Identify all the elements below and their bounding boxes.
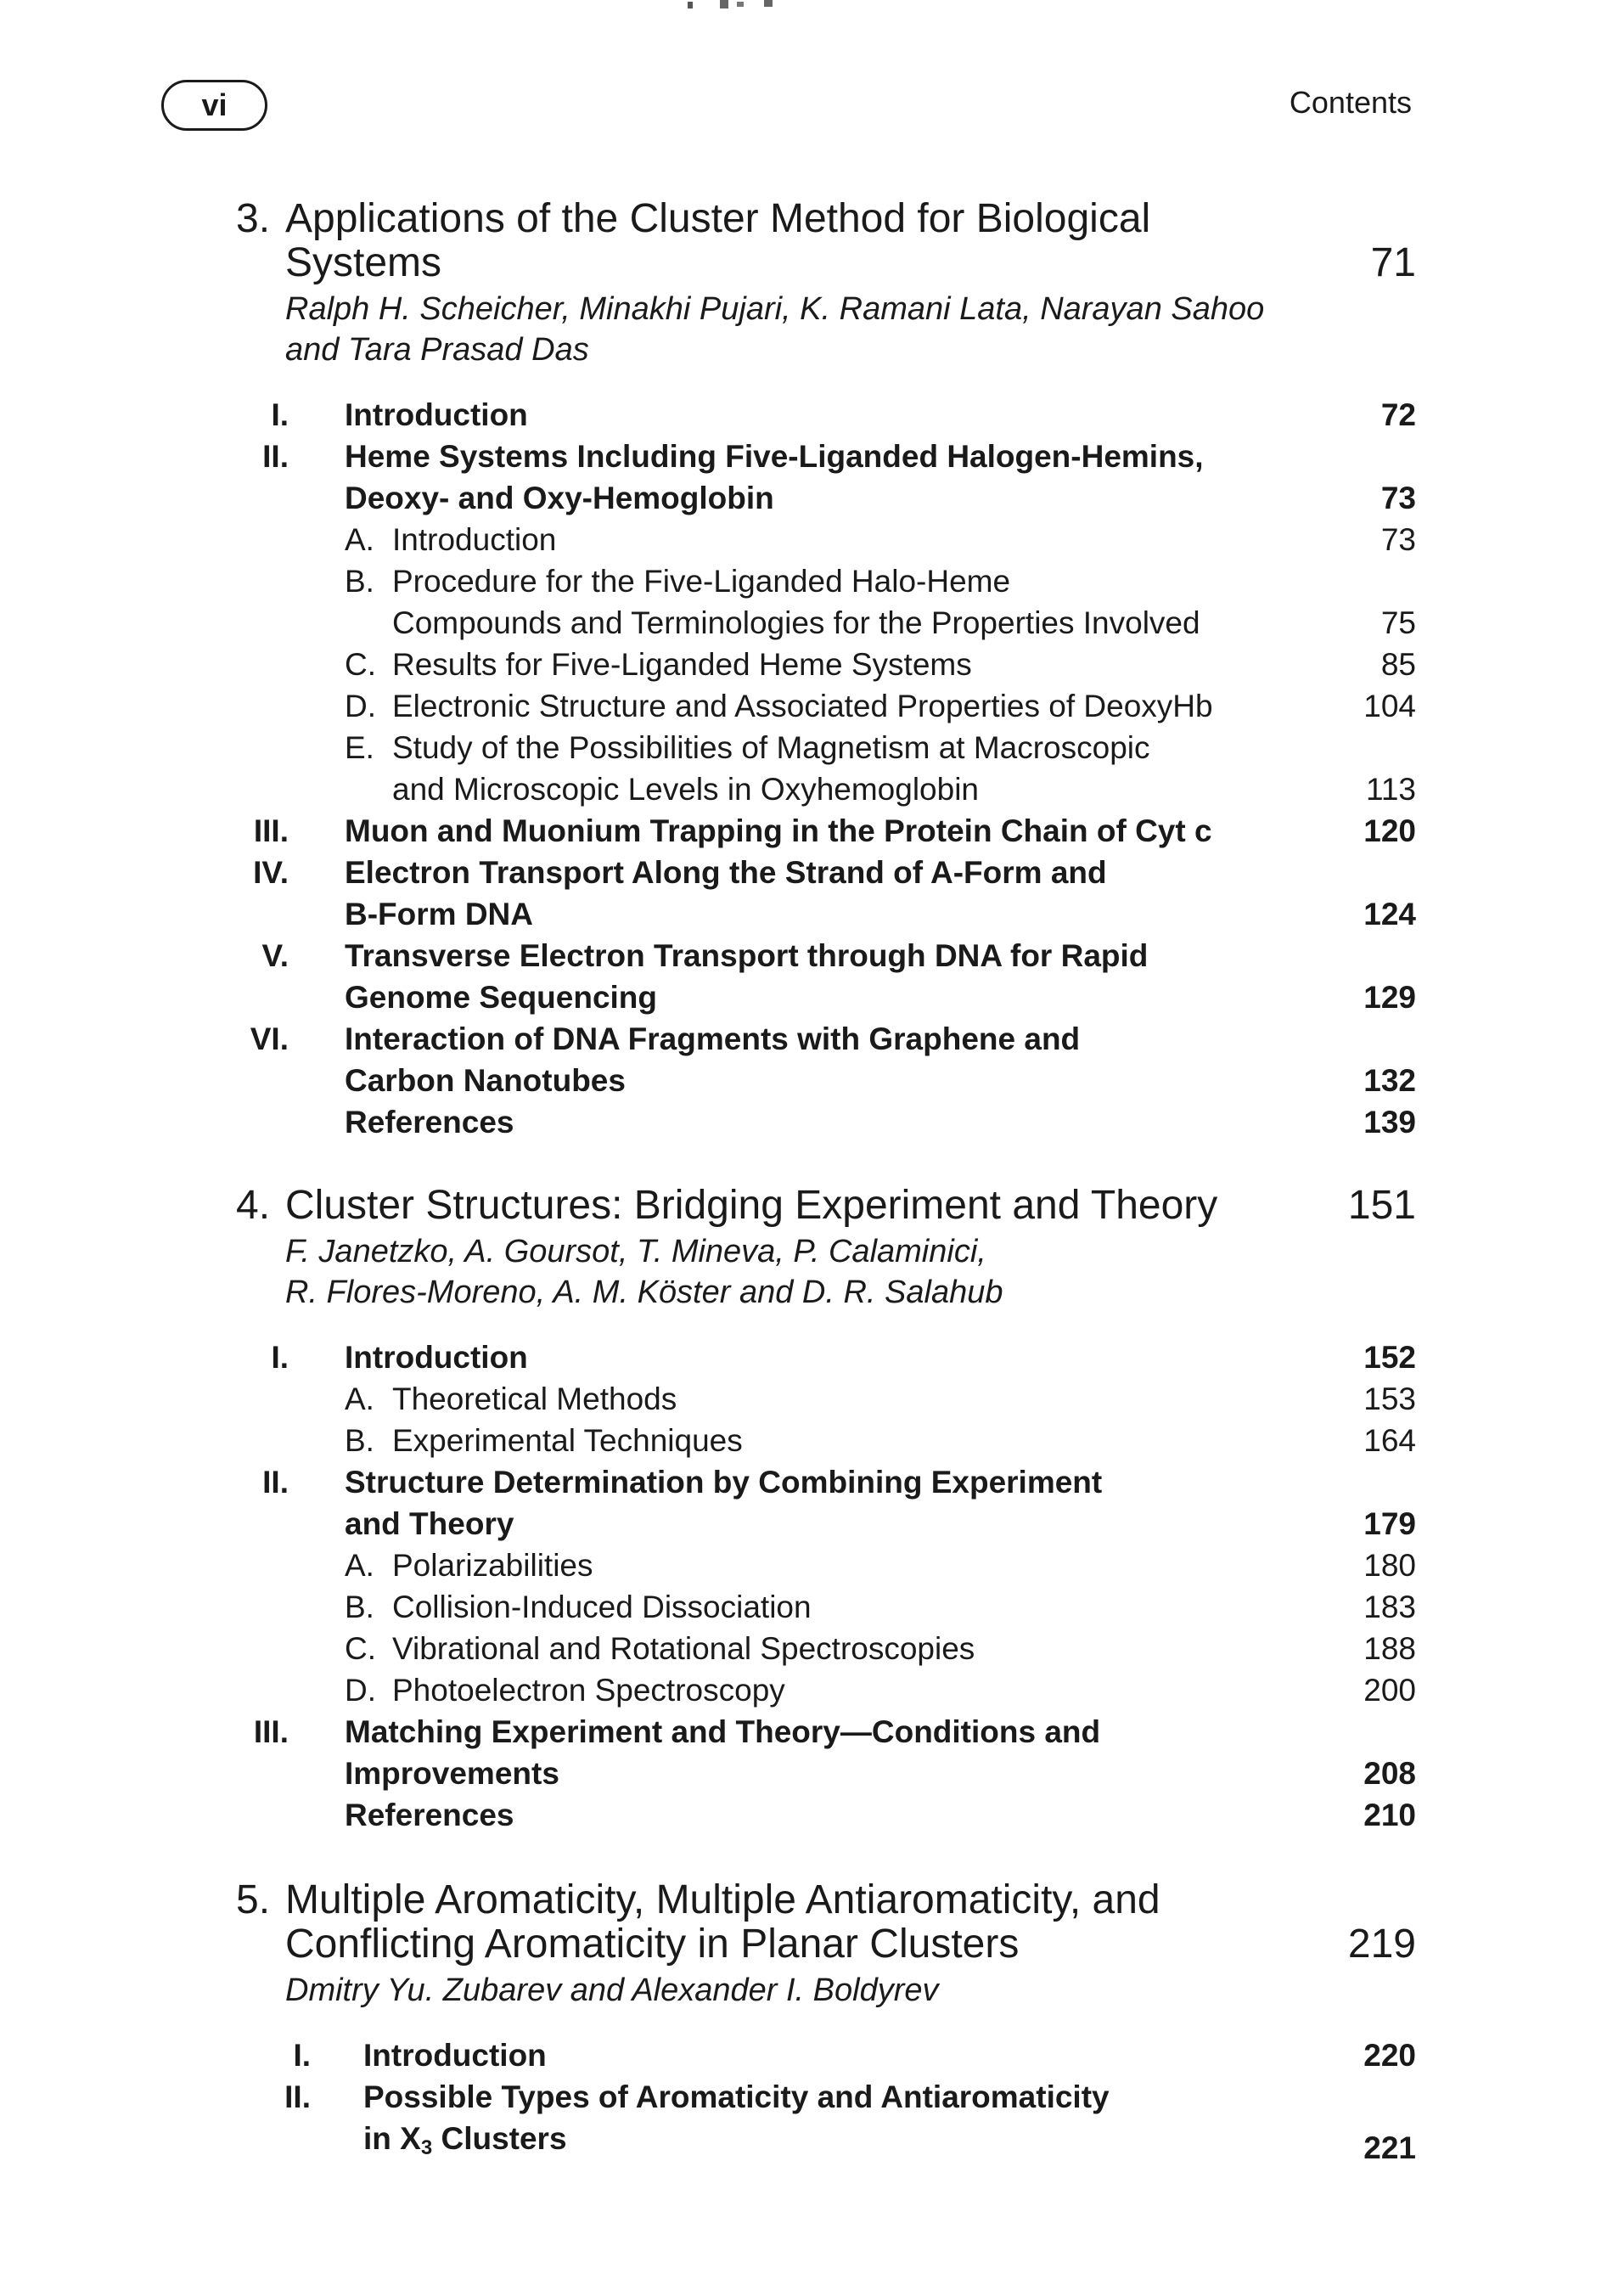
entry-page: 180 (1363, 1548, 1416, 1583)
entry-number: I. (293, 2038, 311, 2073)
entry-number: VI. (250, 1021, 289, 1056)
toc-entry (236, 2034, 1416, 2076)
chapter-title-text: Applications of the Cluster Method for Biological Systems (285, 196, 1151, 285)
entry-title: Photoelectron Spectroscopy (392, 1673, 785, 1708)
entry-page: 153 (1363, 1382, 1416, 1416)
toc-entries (236, 2034, 1416, 2169)
entry-number: II. (262, 439, 289, 474)
entry-page: 72 (1380, 397, 1416, 432)
entry-page: 75 (1380, 605, 1416, 640)
entry-page: 208 (1363, 1756, 1416, 1791)
entry-number: III. (253, 813, 289, 848)
toc-entry (236, 935, 1416, 1018)
entry-page: 73 (1380, 522, 1416, 557)
chapter-title (236, 1184, 1416, 1228)
toc-entry (236, 436, 1416, 519)
toc-entry (236, 1545, 1416, 1586)
entry-title: Possible Types of Aromaticity and Antiaromaticity in $X_3$ Clusters (363, 2079, 1110, 2159)
entry-number: B. (345, 564, 374, 599)
entry-number: II. (262, 1465, 289, 1500)
entry-title: Experimental Techniques (392, 1423, 743, 1458)
chapter-5 (236, 1878, 1416, 2169)
entry-title: References (345, 1798, 514, 1832)
toc-entry (236, 1378, 1416, 1420)
entry-title: Transverse Electron Transport through DNA for Rapid Genome Sequencing (345, 938, 1149, 1015)
entry-number: B. (345, 1590, 374, 1624)
entry-title: Muon and Muonium Trapping in the Protein Chain of Cyt c (345, 813, 1212, 848)
entry-number: C. (345, 1631, 376, 1666)
toc-entries (236, 1337, 1416, 1836)
entry-title: References (345, 1105, 514, 1140)
toc-entry (236, 1794, 1416, 1836)
top-edge-artifact (686, 0, 788, 14)
entry-page: 120 (1363, 813, 1416, 848)
entry-page: 200 (1363, 1673, 1416, 1708)
entry-title: Electronic Structure and Associated Properties of DeoxyHb (392, 689, 1213, 723)
chapter-title (236, 1878, 1416, 1967)
chapter-number: 4. (236, 1183, 271, 1228)
chapter-page: 219 (1347, 1922, 1416, 1967)
chapter-page: 151 (1347, 1183, 1416, 1228)
toc-entry (236, 1337, 1416, 1378)
entry-title: Introduction (363, 2038, 547, 2073)
entry-number: I. (271, 1340, 289, 1375)
chapter-title (236, 197, 1416, 285)
toc-entry (236, 644, 1416, 685)
toc-entry (236, 519, 1416, 560)
entry-title: Collision-Induced Dissociation (392, 1590, 812, 1624)
entry-title: Theoretical Methods (392, 1382, 677, 1416)
chapter-4 (236, 1184, 1416, 1836)
toc-entry (236, 810, 1416, 852)
entry-title: Interaction of DNA Fragments with Graphene and Carbon Nanotubes (345, 1021, 1081, 1098)
entry-page: 188 (1363, 1631, 1416, 1666)
entry-number: A. (345, 1382, 374, 1416)
entry-page: 164 (1363, 1423, 1416, 1458)
page-number: vi (201, 87, 228, 122)
entry-number: E. (345, 730, 374, 765)
entry-number: III. (253, 1714, 289, 1749)
entry-page: 183 (1363, 1590, 1416, 1624)
entry-page: 221 (1363, 2130, 1416, 2165)
entry-page: 129 (1363, 980, 1416, 1015)
entry-title: Matching Experiment and Theory—Conditions and Improvements (345, 1714, 1101, 1791)
toc-entry (236, 852, 1416, 935)
toc-entry (236, 1669, 1416, 1711)
chapter-title-text: Cluster Structures: Bridging Experiment and Theory (285, 1183, 1218, 1228)
entry-number: II. (284, 2079, 311, 2114)
entry-title: Procedure for the Five-Liganded Halo-Heme Compounds and Terminologies for the Properties Involved (392, 564, 1200, 640)
entry-number: I. (271, 397, 289, 432)
entry-title: Introduction (345, 1340, 528, 1375)
toc-entry (236, 1101, 1416, 1143)
entry-page: 85 (1380, 647, 1416, 682)
entry-number: V. (261, 938, 289, 973)
entry-number: C. (345, 647, 376, 682)
toc-entry (236, 560, 1416, 644)
chapter-title-text: Multiple Aromaticity, Multiple Antiaromaticity, and Conflicting Aromaticity in Planar Clusters (285, 1877, 1160, 1967)
entry-page: 124 (1363, 897, 1416, 931)
entry-title: Introduction (392, 522, 557, 557)
toc-entry (236, 1018, 1416, 1101)
toc-entry (236, 394, 1416, 436)
chapter-3 (236, 197, 1416, 1143)
entry-page: 113 (1366, 772, 1416, 807)
chapter-authors: Dmitry Yu. Zubarev and Alexander I. Boldyrev (285, 1972, 939, 2008)
toc-entry (236, 1711, 1416, 1794)
chapter-number: 3. (236, 196, 271, 241)
entry-number: A. (345, 522, 374, 557)
entry-number: A. (345, 1548, 374, 1583)
chapter-number: 5. (236, 1877, 271, 1922)
entry-title: Heme Systems Including Five-Liganded Halogen-Hemins, Deoxy- and Oxy-Hemoglobin (345, 439, 1204, 515)
entry-number: D. (345, 689, 376, 723)
entry-page: 104 (1363, 689, 1416, 723)
chapter-authors: Ralph H. Scheicher, Minakhi Pujari, K. Ramani Lata, Narayan Sahoo and Tara Prasad Das (285, 291, 1265, 368)
entry-title: Structure Determination by Combining Experiment and Theory (345, 1465, 1103, 1541)
chapter-authors: F. Janetzko, A. Goursot, T. Mineva, P. Calaminici, R. Flores-Moreno, A. M. Köster and D. R. Salahub (285, 1234, 1003, 1310)
entry-number: B. (345, 1423, 374, 1458)
entry-page: 132 (1363, 1063, 1416, 1098)
chapter-page: 71 (1370, 240, 1416, 285)
entry-page: 179 (1363, 1506, 1416, 1541)
toc-entry (236, 1586, 1416, 1628)
toc-entry (236, 1420, 1416, 1461)
entry-page: 152 (1363, 1340, 1416, 1375)
toc-entry (236, 1461, 1416, 1545)
toc-entry (236, 685, 1416, 727)
toc-entry (236, 1628, 1416, 1669)
running-title: Contents (1289, 85, 1412, 120)
entry-title: Results for Five-Liganded Heme Systems (392, 647, 972, 682)
entry-page: 220 (1363, 2038, 1416, 2073)
toc-entry (236, 727, 1416, 810)
entry-title: Polarizabilities (392, 1548, 593, 1583)
toc-entry (236, 2076, 1416, 2169)
entry-number: D. (345, 1673, 376, 1708)
entry-title: Electron Transport Along the Strand of A-Form and B-Form DNA (345, 855, 1107, 931)
toc-entries (236, 394, 1416, 1143)
entry-title: Vibrational and Rotational Spectroscopies (392, 1631, 975, 1666)
entry-page: 210 (1363, 1798, 1416, 1832)
entry-title: Introduction (345, 397, 528, 432)
entry-number: IV. (253, 855, 289, 890)
page-number-badge (161, 80, 267, 131)
subscript: 3 (420, 2136, 433, 2159)
entry-page: 139 (1363, 1105, 1416, 1140)
entry-page: 73 (1380, 481, 1416, 515)
entry-title: Study of the Possibilities of Magnetism at Macroscopic and Microscopic Levels in Oxyhemoglobin (392, 730, 1150, 807)
